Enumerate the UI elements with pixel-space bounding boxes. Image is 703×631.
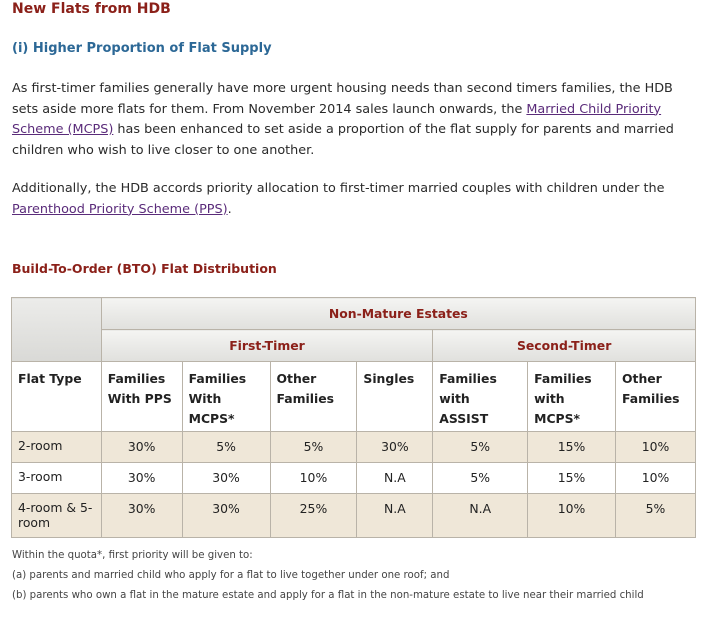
paragraph-first-timer-supply (12, 79, 692, 161)
paragraph-text: As first-timer families generally have more urgent housing needs than second timers families, the HDB sets aside more flats for them. From November 2014 sales launch onwards, the (12, 81, 673, 117)
table-cell: 5% (433, 463, 528, 494)
table-cell: 30% (101, 463, 182, 494)
table-cell: N.A (357, 463, 433, 494)
column-header: Singles (357, 362, 433, 432)
table-corner-cell (12, 298, 102, 362)
row-label: 4-room & 5-room (12, 494, 102, 538)
footnote-intro: Within the quota*, first priority will be given to: (12, 550, 253, 561)
table-cell: 30% (101, 432, 182, 463)
table-cell: 10% (528, 494, 616, 538)
table-cell: 25% (270, 494, 357, 538)
table-cell: 10% (270, 463, 357, 494)
row-label: 3-room (12, 463, 102, 494)
table-cell: N.A (357, 494, 433, 538)
table-cell: 10% (616, 463, 696, 494)
pps-link[interactable]: Parenthood Priority Scheme (PPS) (12, 201, 228, 217)
table-row (12, 432, 696, 463)
paragraph-text: has been enhanced to set aside a proportion of the flat supply for parents and married children who wish to live closer to one another. (12, 122, 674, 158)
table-row (12, 494, 696, 538)
column-header: Families with ASSIST (433, 362, 528, 432)
section-title: (i) Higher Proportion of Flat Supply (12, 41, 272, 56)
sub-header-second-timer: Second-Timer (433, 330, 696, 362)
table-cell: 5% (270, 432, 357, 463)
paragraph-pps (12, 179, 692, 220)
table-cell: 5% (182, 432, 270, 463)
table-cell: 30% (182, 463, 270, 494)
table-cell: 10% (616, 432, 696, 463)
column-header: Families With MCPS* (182, 362, 270, 432)
table-cell: 5% (433, 432, 528, 463)
table-cell: 30% (182, 494, 270, 538)
footnote-item-a: (a) parents and married child who apply for a flat to live together under one roof; and (12, 570, 450, 581)
paragraph-text: Additionally, the HDB accords priority allocation to first-timer married couples with children under the (12, 181, 665, 196)
column-header: Flat Type (12, 362, 102, 432)
sub-header-first-timer: First-Timer (101, 330, 433, 362)
paragraph-text: . (227, 201, 232, 217)
table-cell: 15% (528, 463, 616, 494)
row-label: 2-room (12, 432, 102, 463)
mcps-link[interactable]: Married Child Priority Scheme (MCPS) (12, 101, 662, 137)
column-header: Families with MCPS* (528, 362, 616, 432)
table-title: Build-To-Order (BTO) Flat Distribution (12, 261, 277, 276)
bto-distribution-table (11, 297, 696, 538)
table-cell: 30% (101, 494, 182, 538)
table-cell: N.A (433, 494, 528, 538)
column-header: Other Families (270, 362, 357, 432)
table-cell: 30% (357, 432, 433, 463)
table-row (12, 463, 696, 494)
table-cell: 15% (528, 432, 616, 463)
footnote-item-b: (b) parents who own a flat in the mature estate and apply for a flat in the non-mature estate to live near their married child (12, 590, 644, 601)
column-header: Families With PPS (101, 362, 182, 432)
group-header-non-mature: Non-Mature Estates (101, 298, 695, 330)
page-title: New Flats from HDB (12, 1, 171, 17)
table-cell: 5% (616, 494, 696, 538)
column-header: Other Families (616, 362, 696, 432)
